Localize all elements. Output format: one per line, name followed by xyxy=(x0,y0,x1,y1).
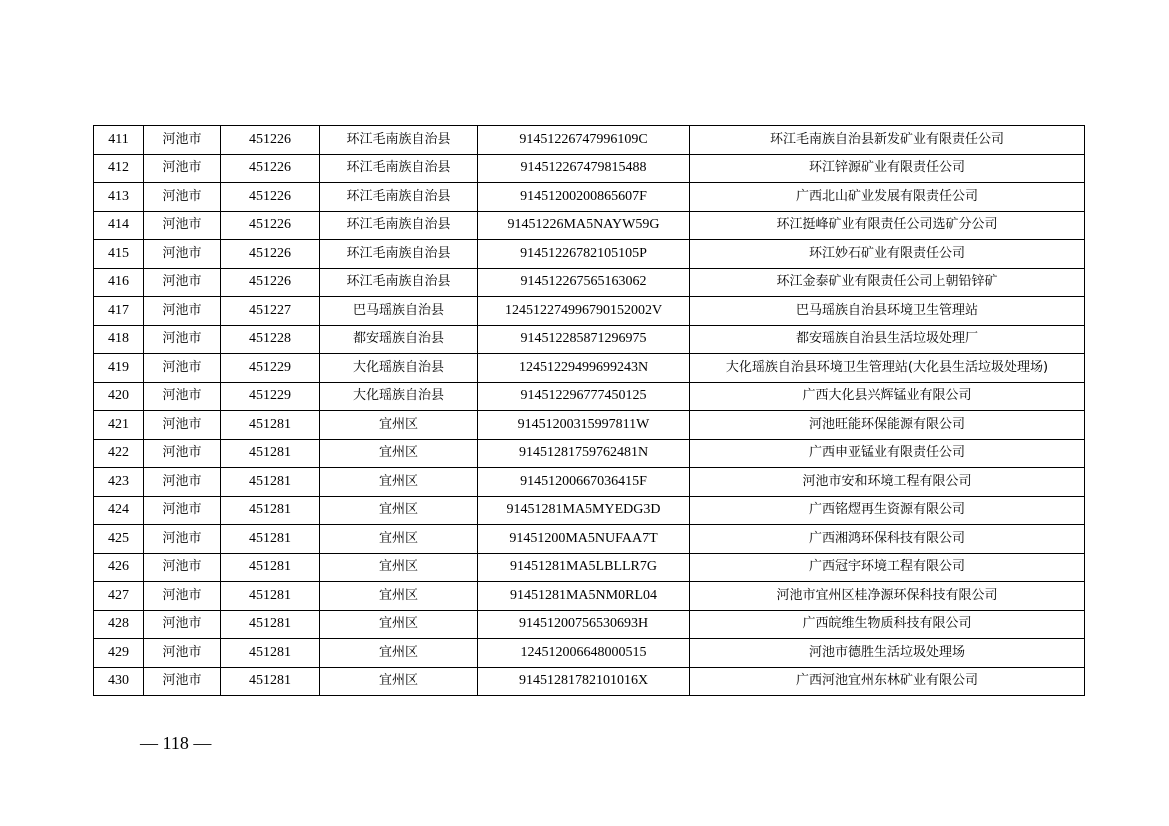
table-row xyxy=(94,610,1085,639)
cell-credit-code: 914512296777450125 xyxy=(478,382,690,411)
cell-city: 河池市 xyxy=(144,582,221,611)
cell-serial-no: 429 xyxy=(94,639,144,668)
cell-city: 河池市 xyxy=(144,411,221,440)
page-number: — 118 — xyxy=(140,733,212,753)
table-row xyxy=(94,240,1085,269)
cell-company-name: 巴马瑶族自治县环境卫生管理站 xyxy=(690,297,1085,326)
cell-admin-code: 451226 xyxy=(221,211,320,240)
cell-serial-no: 424 xyxy=(94,496,144,525)
cell-city: 河池市 xyxy=(144,268,221,297)
cell-company-name: 广西大化县兴辉锰业有限公司 xyxy=(690,382,1085,411)
cell-county: 大化瑶族自治县 xyxy=(320,354,478,383)
cell-admin-code: 451281 xyxy=(221,468,320,497)
cell-serial-no: 427 xyxy=(94,582,144,611)
cell-company-name: 环江锌源矿业有限责任公司 xyxy=(690,154,1085,183)
table-row xyxy=(94,553,1085,582)
cell-company-name: 大化瑶族自治县环境卫生管理站(大化县生活垃圾处理场) xyxy=(690,354,1085,383)
cell-admin-code: 451281 xyxy=(221,610,320,639)
cell-county: 宜州区 xyxy=(320,468,478,497)
cell-city: 河池市 xyxy=(144,639,221,668)
cell-company-name: 广西河池宜州东林矿业有限公司 xyxy=(690,667,1085,696)
cell-county: 宜州区 xyxy=(320,610,478,639)
cell-serial-no: 412 xyxy=(94,154,144,183)
cell-city: 河池市 xyxy=(144,297,221,326)
cell-county: 环江毛南族自治县 xyxy=(320,240,478,269)
cell-company-name: 广西北山矿业发展有限责任公司 xyxy=(690,183,1085,212)
cell-admin-code: 451281 xyxy=(221,411,320,440)
cell-county: 环江毛南族自治县 xyxy=(320,183,478,212)
table-row xyxy=(94,439,1085,468)
cell-credit-code: 91451200200865607F xyxy=(478,183,690,212)
cell-admin-code: 451226 xyxy=(221,183,320,212)
cell-company-name: 河池市德胜生活垃圾处理场 xyxy=(690,639,1085,668)
cell-serial-no: 419 xyxy=(94,354,144,383)
cell-credit-code: 91451200315997811W xyxy=(478,411,690,440)
cell-company-name: 环江挺峰矿业有限责任公司选矿分公司 xyxy=(690,211,1085,240)
cell-admin-code: 451227 xyxy=(221,297,320,326)
cell-serial-no: 413 xyxy=(94,183,144,212)
cell-serial-no: 423 xyxy=(94,468,144,497)
cell-admin-code: 451281 xyxy=(221,439,320,468)
cell-serial-no: 430 xyxy=(94,667,144,696)
cell-credit-code: 91451200MA5NUFAA7T xyxy=(478,525,690,554)
cell-serial-no: 414 xyxy=(94,211,144,240)
table-row xyxy=(94,211,1085,240)
cell-city: 河池市 xyxy=(144,354,221,383)
cell-city: 河池市 xyxy=(144,496,221,525)
cell-credit-code: 91451200667036415F xyxy=(478,468,690,497)
cell-serial-no: 426 xyxy=(94,553,144,582)
cell-city: 河池市 xyxy=(144,525,221,554)
cell-city: 河池市 xyxy=(144,211,221,240)
cell-city: 河池市 xyxy=(144,183,221,212)
cell-serial-no: 422 xyxy=(94,439,144,468)
cell-serial-no: 425 xyxy=(94,525,144,554)
cell-serial-no: 411 xyxy=(94,126,144,155)
cell-company-name: 广西湘鸿环保科技有限公司 xyxy=(690,525,1085,554)
cell-admin-code: 451281 xyxy=(221,639,320,668)
cell-city: 河池市 xyxy=(144,154,221,183)
cell-credit-code: 91451200756530693H xyxy=(478,610,690,639)
cell-admin-code: 451281 xyxy=(221,496,320,525)
cell-city: 河池市 xyxy=(144,382,221,411)
cell-credit-code: 91451281782101016X xyxy=(478,667,690,696)
cell-county: 环江毛南族自治县 xyxy=(320,268,478,297)
cell-admin-code: 451229 xyxy=(221,382,320,411)
cell-credit-code: 124512006648000515 xyxy=(478,639,690,668)
cell-serial-no: 418 xyxy=(94,325,144,354)
cell-company-name: 环江妙石矿业有限责任公司 xyxy=(690,240,1085,269)
cell-company-name: 都安瑶族自治县生活垃圾处理厂 xyxy=(690,325,1085,354)
records-table-body xyxy=(94,126,1085,696)
cell-county: 环江毛南族自治县 xyxy=(320,126,478,155)
cell-admin-code: 451281 xyxy=(221,582,320,611)
table-row xyxy=(94,183,1085,212)
table-row xyxy=(94,639,1085,668)
cell-county: 宜州区 xyxy=(320,667,478,696)
cell-credit-code: 91451226MA5NAYW59G xyxy=(478,211,690,240)
cell-company-name: 河池旺能环保能源有限公司 xyxy=(690,411,1085,440)
cell-credit-code: 91451281759762481N xyxy=(478,439,690,468)
cell-county: 宜州区 xyxy=(320,439,478,468)
cell-county: 宜州区 xyxy=(320,496,478,525)
cell-serial-no: 428 xyxy=(94,610,144,639)
cell-company-name: 环江毛南族自治县新发矿业有限责任公司 xyxy=(690,126,1085,155)
cell-serial-no: 421 xyxy=(94,411,144,440)
cell-city: 河池市 xyxy=(144,325,221,354)
cell-county: 环江毛南族自治县 xyxy=(320,154,478,183)
cell-credit-code: 91451281MA5LBLLR7G xyxy=(478,553,690,582)
table-row xyxy=(94,354,1085,383)
cell-serial-no: 420 xyxy=(94,382,144,411)
cell-city: 河池市 xyxy=(144,240,221,269)
cell-credit-code: 914512267479815488 xyxy=(478,154,690,183)
cell-city: 河池市 xyxy=(144,439,221,468)
cell-county: 都安瑶族自治县 xyxy=(320,325,478,354)
cell-county: 环江毛南族自治县 xyxy=(320,211,478,240)
table-row xyxy=(94,297,1085,326)
cell-serial-no: 416 xyxy=(94,268,144,297)
cell-company-name: 环江金泰矿业有限责任公司上朝铅锌矿 xyxy=(690,268,1085,297)
table-row xyxy=(94,154,1085,183)
cell-serial-no: 415 xyxy=(94,240,144,269)
cell-city: 河池市 xyxy=(144,610,221,639)
table-row xyxy=(94,525,1085,554)
cell-city: 河池市 xyxy=(144,553,221,582)
cell-credit-code: 914512285871296975 xyxy=(478,325,690,354)
table-row xyxy=(94,268,1085,297)
cell-credit-code: 91451281MA5MYEDG3D xyxy=(478,496,690,525)
cell-admin-code: 451229 xyxy=(221,354,320,383)
cell-county: 大化瑶族自治县 xyxy=(320,382,478,411)
cell-admin-code: 451228 xyxy=(221,325,320,354)
cell-credit-code: 12451229499699243N xyxy=(478,354,690,383)
table-row xyxy=(94,382,1085,411)
cell-credit-code: 91451226747996109C xyxy=(478,126,690,155)
cell-city: 河池市 xyxy=(144,667,221,696)
cell-city: 河池市 xyxy=(144,468,221,497)
cell-company-name: 河池市安和环境工程有限公司 xyxy=(690,468,1085,497)
cell-company-name: 广西冠宇环境工程有限公司 xyxy=(690,553,1085,582)
cell-company-name: 广西申亚锰业有限责任公司 xyxy=(690,439,1085,468)
cell-credit-code: 91451281MA5NM0RL04 xyxy=(478,582,690,611)
cell-county: 宜州区 xyxy=(320,553,478,582)
table-row xyxy=(94,582,1085,611)
cell-company-name: 广西铭熤再生资源有限公司 xyxy=(690,496,1085,525)
table-row xyxy=(94,496,1085,525)
cell-company-name: 河池市宜州区桂净源环保科技有限公司 xyxy=(690,582,1085,611)
cell-admin-code: 451226 xyxy=(221,126,320,155)
table-row xyxy=(94,325,1085,354)
cell-county: 宜州区 xyxy=(320,411,478,440)
cell-county: 宜州区 xyxy=(320,639,478,668)
cell-admin-code: 451281 xyxy=(221,553,320,582)
cell-credit-code: 124512274996790152002V xyxy=(478,297,690,326)
cell-serial-no: 417 xyxy=(94,297,144,326)
records-table xyxy=(93,125,1085,696)
cell-admin-code: 451226 xyxy=(221,268,320,297)
cell-admin-code: 451226 xyxy=(221,154,320,183)
cell-company-name: 广西皖维生物质科技有限公司 xyxy=(690,610,1085,639)
cell-city: 河池市 xyxy=(144,126,221,155)
cell-county: 巴马瑶族自治县 xyxy=(320,297,478,326)
cell-county: 宜州区 xyxy=(320,582,478,611)
table-row xyxy=(94,126,1085,155)
cell-admin-code: 451226 xyxy=(221,240,320,269)
cell-admin-code: 451281 xyxy=(221,667,320,696)
table-row xyxy=(94,411,1085,440)
cell-county: 宜州区 xyxy=(320,525,478,554)
table-row xyxy=(94,667,1085,696)
cell-admin-code: 451281 xyxy=(221,525,320,554)
cell-credit-code: 914512267565163062 xyxy=(478,268,690,297)
cell-credit-code: 91451226782105105P xyxy=(478,240,690,269)
table-row xyxy=(94,468,1085,497)
